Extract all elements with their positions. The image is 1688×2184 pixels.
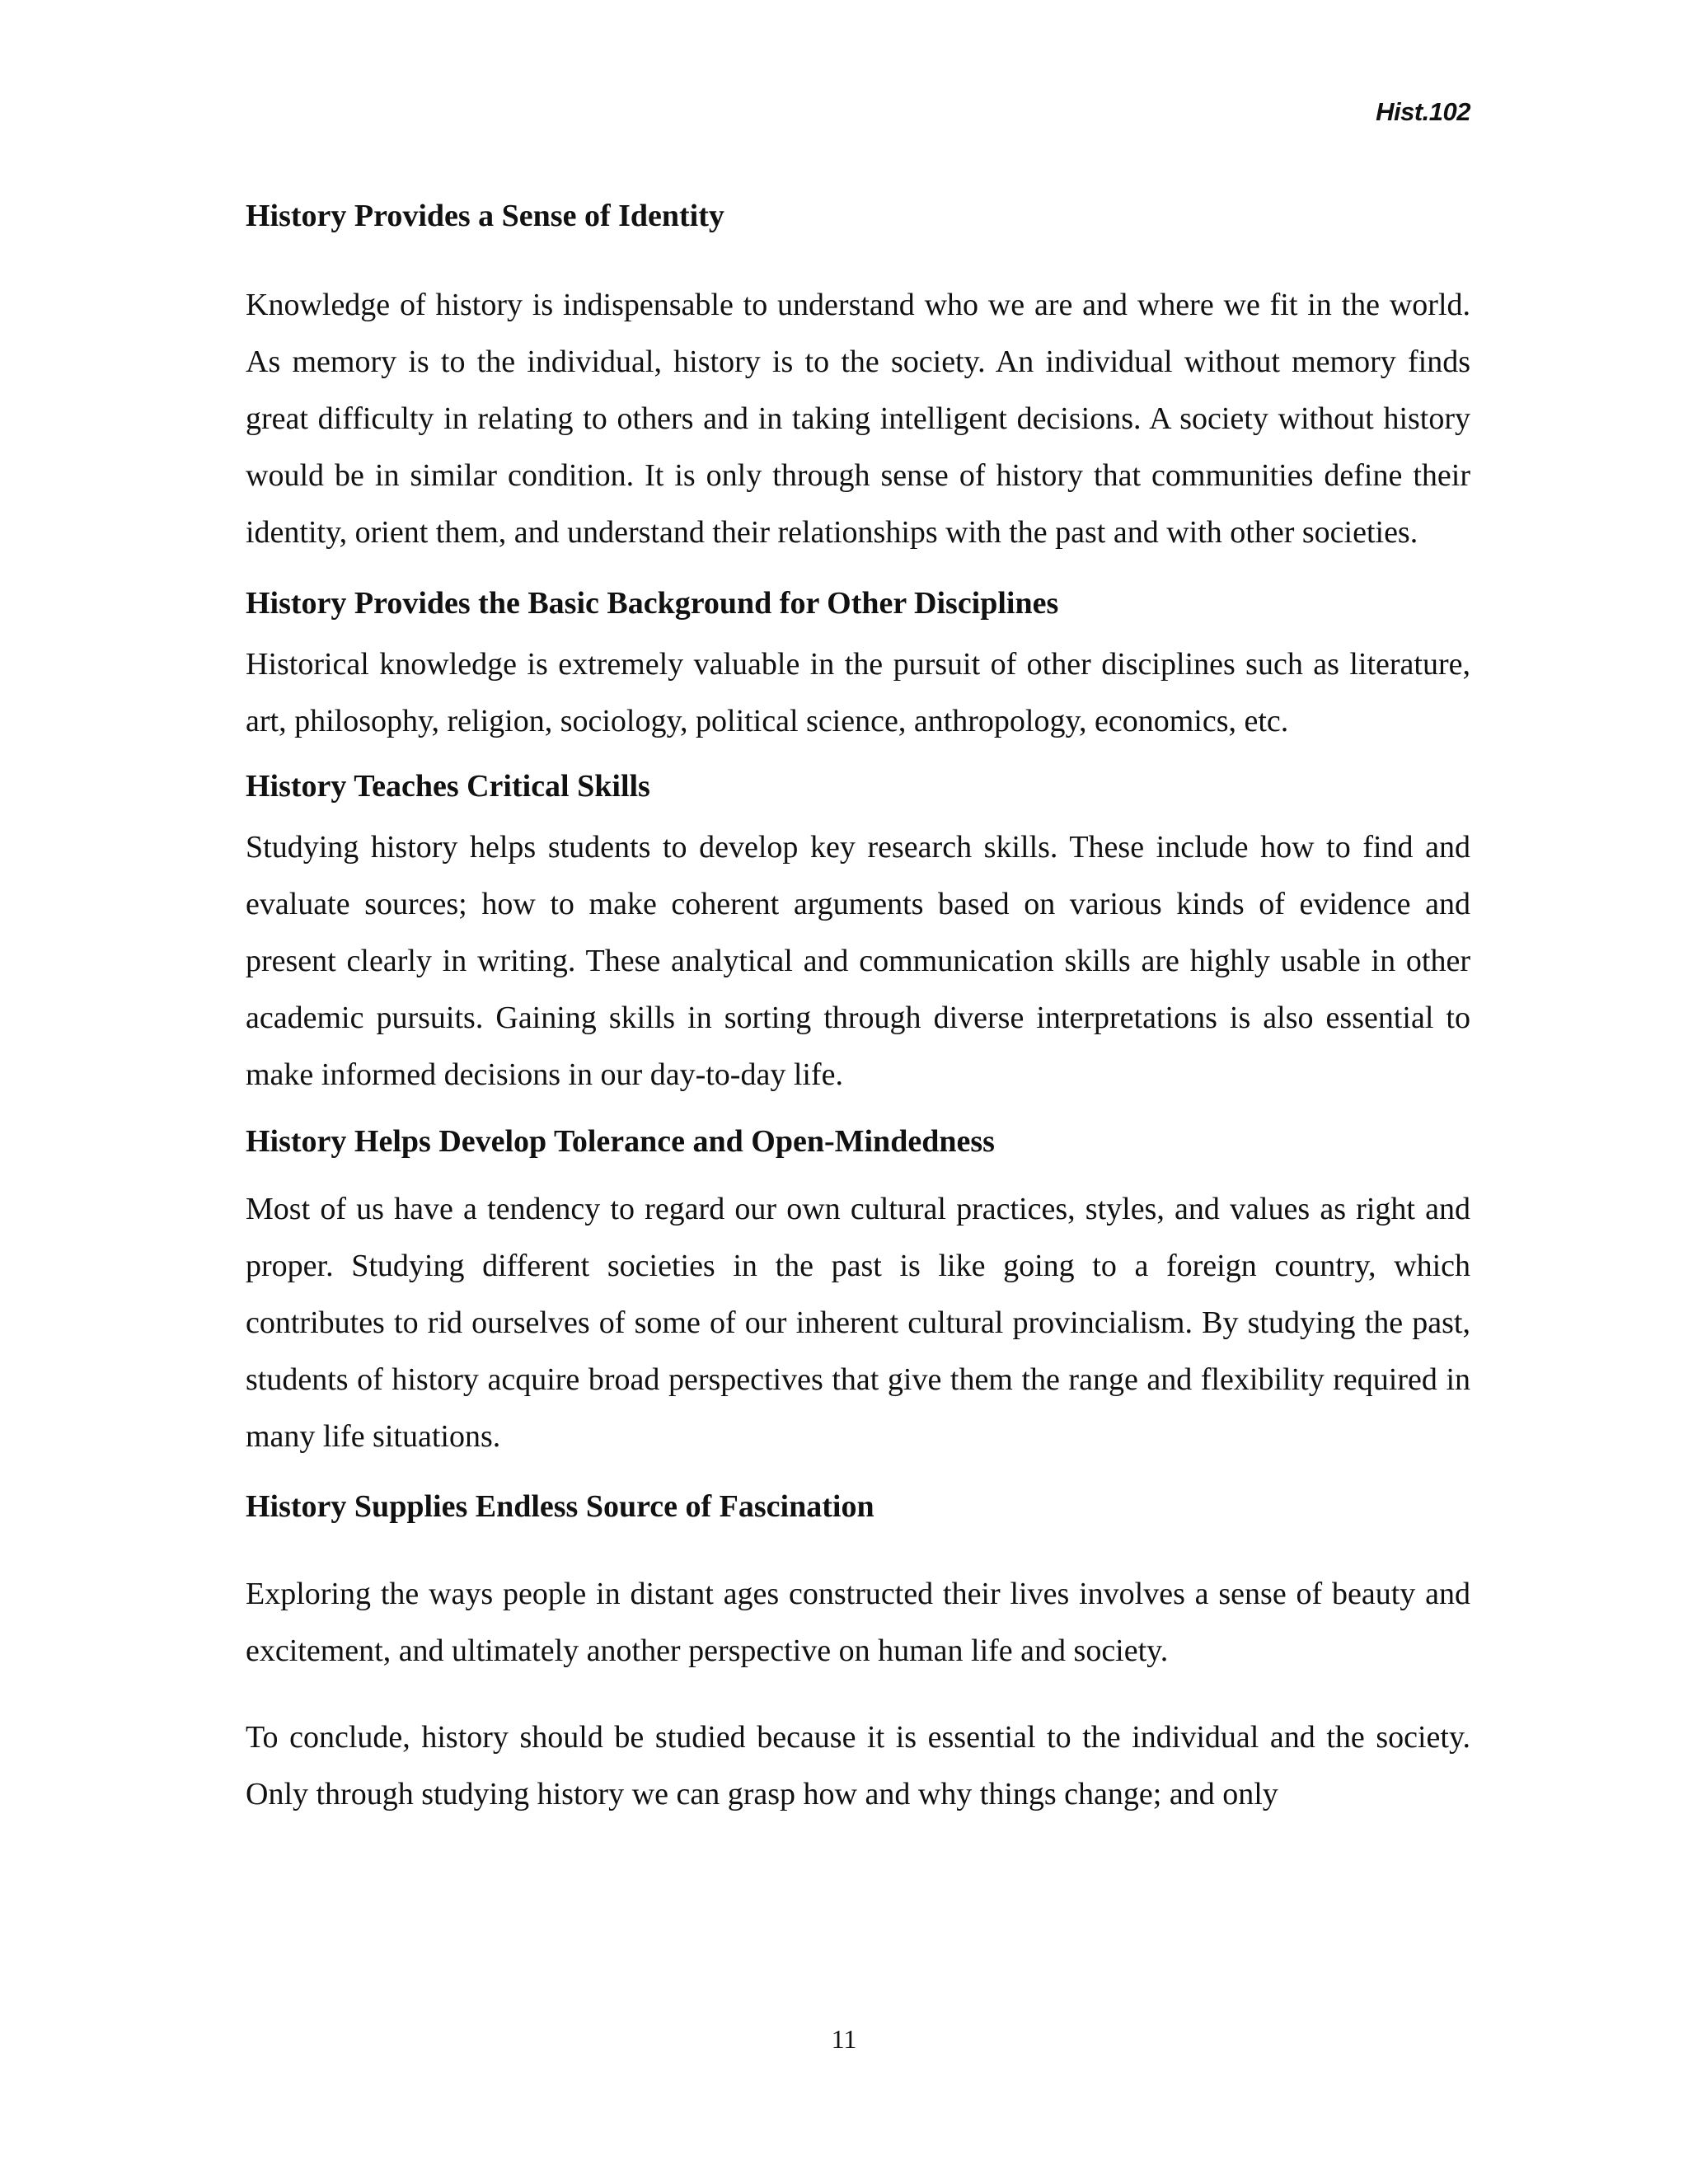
section-heading-identity: History Provides a Sense of Identity xyxy=(246,199,724,233)
section-heading-tolerance: History Helps Develop Tolerance and Open-Mindedness xyxy=(246,1124,995,1159)
section-heading-critical-skills: History Teaches Critical Skills xyxy=(246,769,650,804)
section-heading-background: History Provides the Basic Background for Other Disciplines xyxy=(246,586,1059,621)
running-header: Hist.102 xyxy=(1376,97,1470,126)
section-body-critical-skills: Studying history helps students to develop key research skills. These include how to find and evaluate sources; how to make coherent arguments based on various kinds of evidence and present clearly in writing. These analytical and communication skills are highly usable in other academic pursuits. Gaining skills in sorting through diverse interpretations is also essential to make informed decisions in our day-to-day life. xyxy=(246,830,1470,1092)
section-body-tolerance: Most of us have a tendency to regard our own cultural practices, styles, and values as right and proper. Studying different societies in the past is like going to a foreign country, which contributes to rid ourselves of some of our inherent cultural provincialism. By studying the past, students of history acquire broad perspectives that give them the range and flexibility required in many life situations. xyxy=(246,1192,1470,1454)
section-body-fascination: Exploring the ways people in distant ages constructed their lives involves a sense of beauty and excitement, and ultimately another perspective on human life and society. xyxy=(246,1577,1470,1668)
page-content xyxy=(246,196,1470,1823)
section-body-background: Historical knowledge is extremely valuable in the pursuit of other disciplines such as literature, art, philosophy, religion, sociology, political science, anthropology, economics, etc. xyxy=(246,647,1470,738)
section-body-identity: Knowledge of history is indispensable to understand who we are and where we fit in the world. As memory is to the individual, history is to the society. An individual without memory finds great difficulty in relating to others and in taking intelligent decisions. A society without history would be in similar condition. It is only through sense of history that communities define their identity, orient them, and understand their relationships with the past and with other societies. xyxy=(246,288,1470,550)
page-number: 11 xyxy=(831,2024,857,2054)
conclusion-paragraph: To conclude, history should be studied because it is essential to the individual and the society. Only through studying history we can grasp how and why things change; and only xyxy=(246,1720,1470,1811)
section-heading-fascination: History Supplies Endless Source of Fascination xyxy=(246,1489,874,1524)
